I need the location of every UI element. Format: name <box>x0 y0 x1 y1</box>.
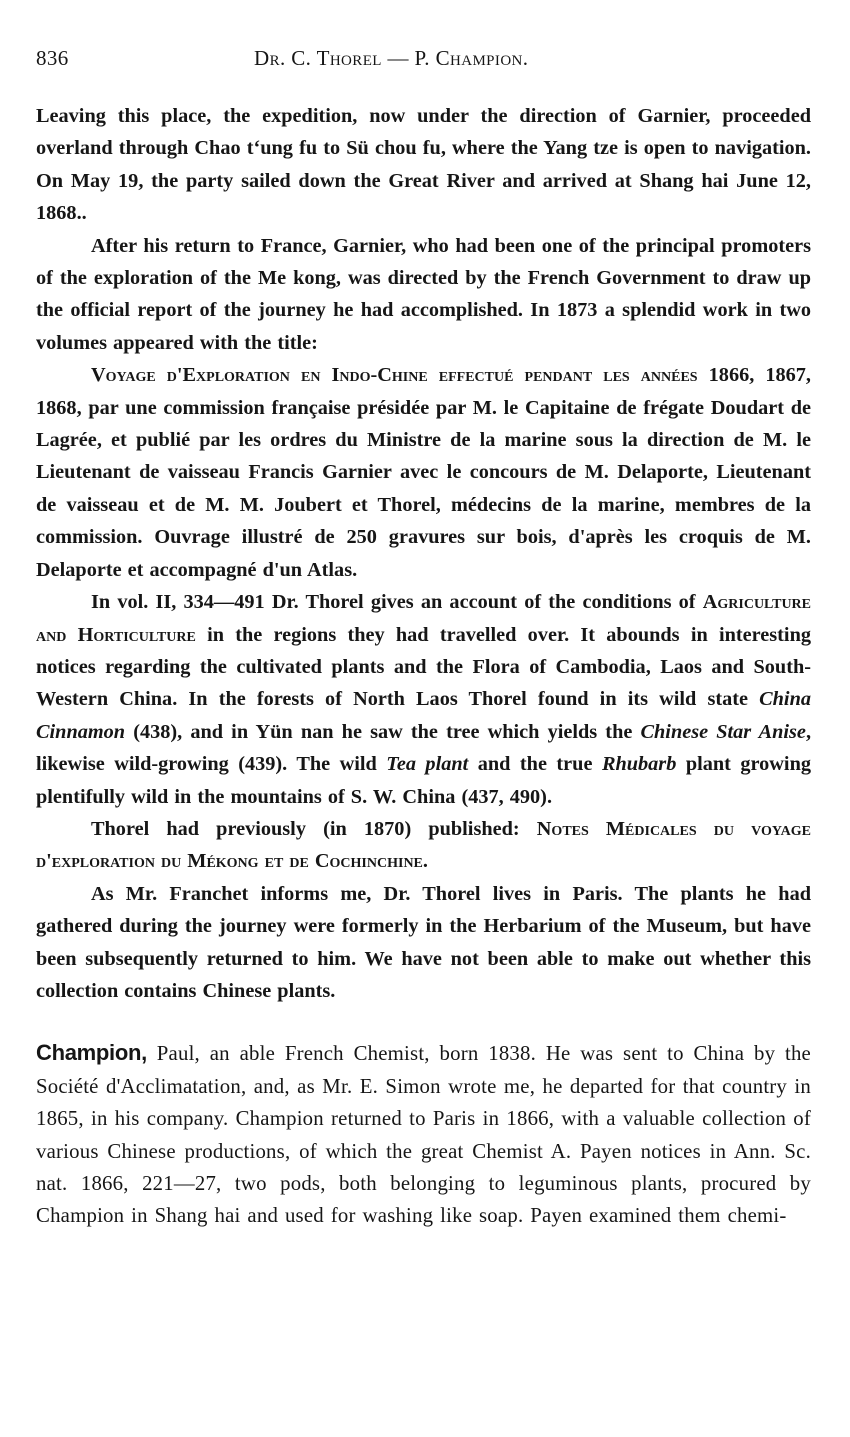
body-text <box>36 100 811 1233</box>
paragraph: As Mr. Franchet informs me, Dr. Thorel lives in Paris. The plants he had gathered during the journey were formerly in the Herbarium of the Museum, but have been subsequently returned to him. We have not been able to make out whether this collection contains Chinese plants. <box>36 882 811 1002</box>
text-run: In vol. II, 334—491 Dr. Thorel gives an account of the conditions of <box>91 591 703 614</box>
text-run: , likewise wild-growing (439). The wild <box>36 720 812 776</box>
paragraph <box>36 586 811 813</box>
running-head: Dr. C. Thorel — P. Champion. <box>254 46 529 70</box>
text-run: in the regions they had travelled over. It abounds in interesting notices regarding the cultivated plants and the Flora of Cambodia, Laos and South-Western China. In the forests of North Laos Thorel found in its wild state <box>36 623 811 711</box>
page-number: 836 <box>36 46 69 70</box>
entry-name: Champion, <box>36 1040 147 1066</box>
paragraph <box>36 813 811 878</box>
plant-name: Rhubarb <box>601 753 677 776</box>
thorel-entry <box>36 100 811 1007</box>
paragraph: After his return to France, Garnier, who had been one of the principal promoters of the exploration of the Me kong, was directed by the French Government to draw up the official report of the journey he had accomplished. In 1873 a splendid work in two volumes appeared with the title: <box>36 234 811 354</box>
text-run: (438), and in Yün nan he saw the tree which yields the <box>125 720 641 743</box>
text-run: plant growing plentifully wild in the mountains of S. W. China (437, 490). <box>36 753 811 808</box>
text-run: Paul, an able French Chemist, born 1838. He was sent to China by the Société d'Acclimatation, and, as Mr. E. Simon wrote me, he departed for that country in 1865, in his company. Champion returned to Paris in 1866, with a valuable collection of various Chinese productions, of which the great Chemist A. Payen notices in Ann. Sc. nat. 1866, 221—27, two pods, both belonging to leguminous plants, procured by Champion in Shang hai and used for washing like soap. Payen examined them chemi- <box>36 1042 811 1228</box>
plant-name: China Cinnamon <box>36 688 811 743</box>
paragraph <box>36 1037 811 1232</box>
plant-name: Tea plant <box>386 753 469 776</box>
book-title-continuation: 1866, 1867, 1868, par une commission française présidée par M. le Capitaine de frégate Doudart de Lagrée, et publié par les ordres du Ministre de la marine sous la direction de M. le Lieutenant de vaisseau Francis Garnier avec le concours de M. Delaporte, Lieutenant de vaisseau et de M. M. Joubert et Thorel, médecins de la marine, membres de la commission. Ouvrage illustré de 250 gravures sur bois, d'après les croquis de M. Delaporte et accompagné d'un Atlas. <box>36 364 812 581</box>
text-run: and the true <box>468 753 602 776</box>
section-title: Agriculture and Horticulture <box>36 591 811 646</box>
publication-title: Notes Médicales du voyage d'exploration du Mékong et de Cochinchine. <box>36 817 811 873</box>
text-run: Thorel had previously (in 1870) published: <box>91 817 537 840</box>
paragraph: Leaving this place, the expedition, now under the direction of Garnier, proceeded overland through Chao tʻung fu to Sü chou fu, where the Yang tze is open to navigation. On May 19, the party sailed down the Great River and arrived at Shang hai June 12, 1868.. <box>36 105 811 225</box>
champion-entry <box>36 1037 811 1232</box>
plant-name: Chinese Star Anise <box>640 720 806 743</box>
book-title: Voyage d'Exploration en Indo-Chine effectué pendant les années <box>91 364 698 387</box>
paragraph <box>36 359 811 586</box>
page-header <box>36 46 811 76</box>
